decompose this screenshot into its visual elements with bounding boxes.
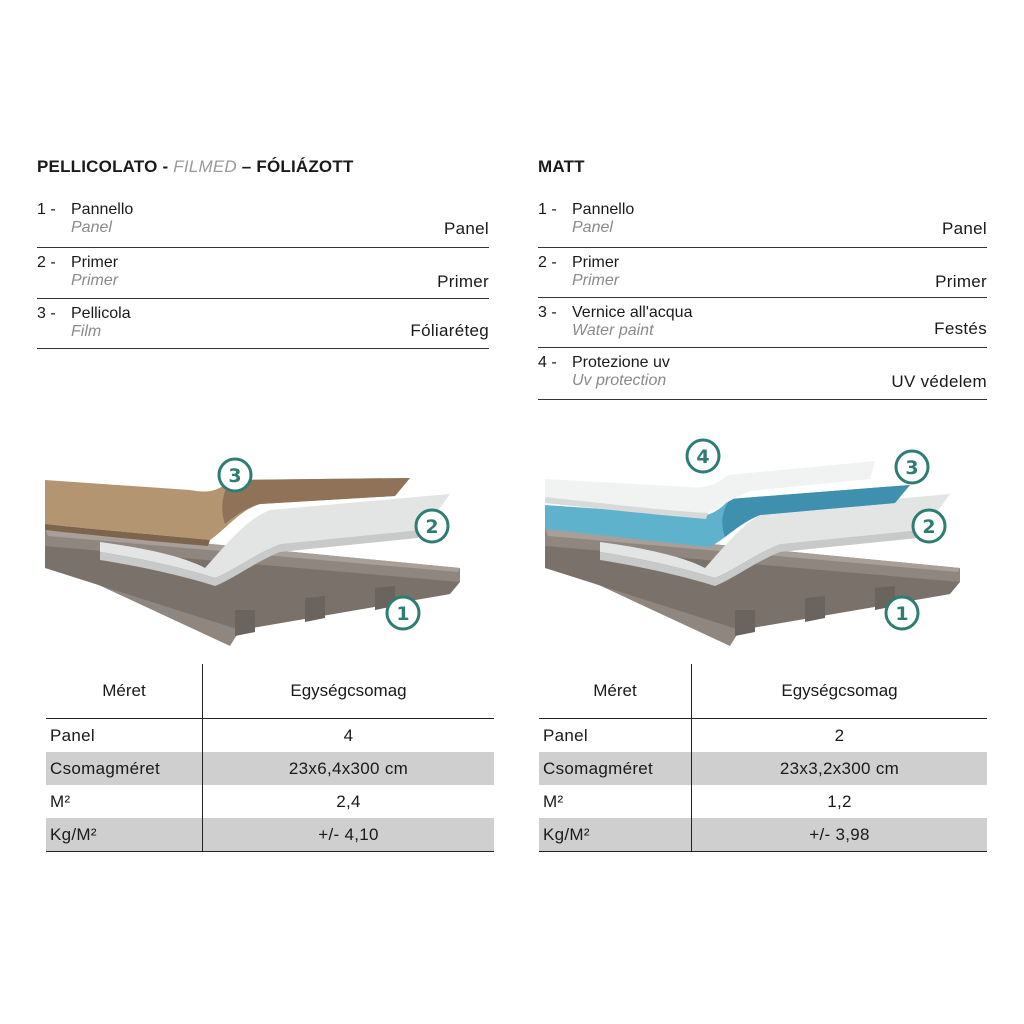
table-cell-value: 1,2 — [827, 791, 852, 811]
table-row — [46, 818, 494, 852]
layer-name-it: Primer — [572, 254, 620, 271]
badge-label: 2 — [425, 516, 439, 538]
layer-row — [37, 299, 489, 349]
table-cell-value: 2,4 — [336, 791, 361, 811]
table-row — [539, 785, 987, 818]
badge-2 — [913, 510, 945, 542]
right-title: MATT — [538, 157, 585, 176]
badge-label: 3 — [228, 465, 242, 487]
badge-label: 1 — [396, 603, 410, 625]
layer-row — [538, 248, 987, 298]
table-cell-key: Panel — [46, 719, 203, 753]
table-header-unit: Egységcsomag — [692, 664, 988, 719]
layer-number: 3 - — [37, 305, 56, 322]
left-layer-illustration — [40, 450, 480, 650]
table-cell-value: +/- 3,98 — [692, 818, 988, 852]
layer-name-hu: Panel — [444, 219, 489, 238]
table-cell-key: Csomagméret — [539, 752, 692, 785]
table-row — [46, 785, 494, 818]
layer-name-it: Vernice all'acqua — [572, 304, 693, 321]
layer-name-en: Water paint — [572, 322, 654, 339]
table-cell-key: Kg/M² — [539, 818, 692, 852]
table-cell-key: Kg/M² — [46, 818, 203, 852]
table-row — [539, 818, 987, 852]
table-row — [539, 752, 987, 785]
badge-3 — [896, 451, 928, 483]
layer-name-hu: Primer — [935, 272, 987, 291]
right-spec-table — [539, 664, 987, 852]
layer-number: 2 - — [37, 254, 56, 271]
layer-name-hu: Festés — [934, 319, 987, 338]
table-cell-value: +/- 4,10 — [203, 818, 495, 852]
layer-name-en: Primer — [71, 272, 119, 289]
layer-number: 1 - — [538, 201, 557, 218]
badge-4 — [687, 440, 719, 472]
table-cell-value: 23x6,4x300 cm — [203, 752, 495, 785]
layer-name-hu: Fóliaréteg — [410, 321, 489, 340]
table-cell-value: 2 — [834, 725, 845, 745]
layer-name-en: Film — [71, 323, 102, 340]
left-layer-list — [37, 201, 489, 349]
layer-row — [37, 248, 489, 299]
table-row — [46, 719, 494, 753]
layer-row — [538, 348, 987, 400]
layer-name-it: Protezione uv — [572, 354, 670, 371]
badge-1 — [387, 597, 419, 629]
table-cell-value: 23x3,2x300 cm — [692, 752, 988, 785]
badge-1 — [886, 597, 918, 629]
table-cell-key: Csomagméret — [46, 752, 203, 785]
badge-label: 4 — [696, 446, 710, 468]
table-cell-key: Panel — [539, 719, 692, 753]
table-row — [46, 752, 494, 785]
badge-label: 1 — [895, 603, 909, 625]
layer-name-it: Pannello — [572, 201, 635, 218]
layer-name-en: Uv protection — [572, 372, 667, 389]
layer-name-it: Pellicola — [71, 305, 131, 322]
layer-row — [538, 298, 987, 348]
right-layer-list — [538, 201, 987, 400]
table-cell-key: M² — [46, 785, 203, 818]
layer-row — [538, 201, 987, 248]
table-cell-value: 4 — [343, 725, 354, 745]
table-header-size: Méret — [46, 664, 203, 719]
layer-name-en: Panel — [71, 219, 112, 236]
layer-name-en: Panel — [572, 219, 613, 236]
table-row — [539, 719, 987, 753]
layer-name-hu: Panel — [942, 219, 987, 238]
badge-3 — [219, 459, 251, 491]
layer-number: 3 - — [538, 304, 557, 321]
layer-name-hu: UV védelem — [891, 372, 987, 391]
badge-label: 2 — [922, 516, 936, 538]
table-header-unit: Egységcsomag — [203, 664, 495, 719]
layer-number: 4 - — [538, 354, 557, 371]
layer-name-hu: Primer — [437, 272, 489, 291]
left-spec-table — [46, 664, 494, 852]
layer-number: 1 - — [37, 201, 56, 218]
left-title: PELLICOLATO - FILMED – FÓLIÁZOTT — [37, 157, 354, 176]
layer-name-it: Primer — [71, 254, 119, 271]
table-cell-key: M² — [539, 785, 692, 818]
layer-number: 2 - — [538, 254, 557, 271]
layer-name-it: Pannello — [71, 201, 134, 218]
badge-2 — [416, 510, 448, 542]
layer-name-en: Primer — [572, 272, 620, 289]
badge-label: 3 — [905, 457, 919, 479]
table-header-size: Méret — [539, 664, 692, 719]
right-layer-illustration — [540, 435, 980, 650]
layer-row — [37, 201, 489, 248]
